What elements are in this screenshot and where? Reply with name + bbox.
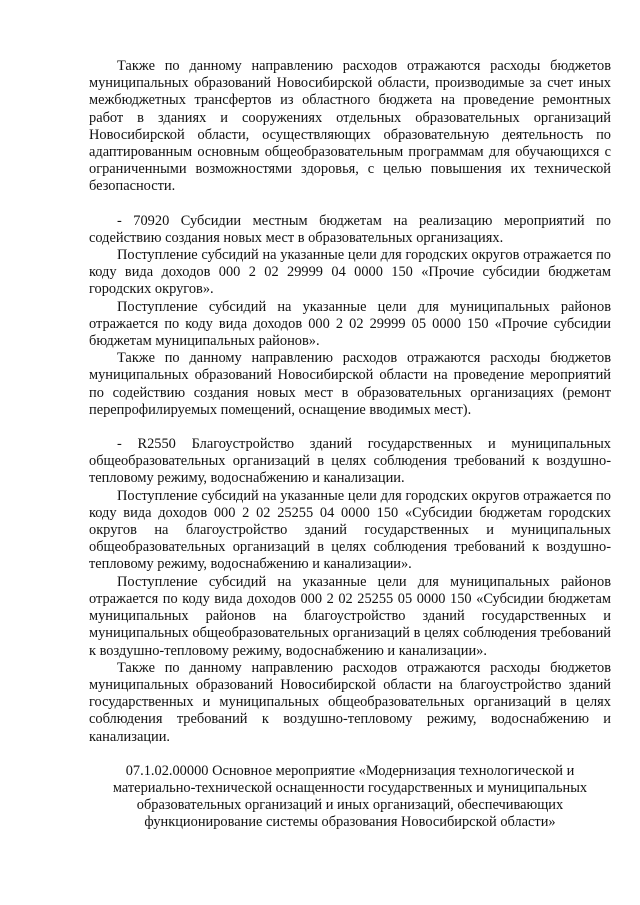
paragraph-r2550-title: - R2550 Благоустройство зданий государственных и муниципальных общеобразовательных организаций в целях соблюдения требований к воздушно-тепловому режиму, водоснабжению и канализации. xyxy=(89,436,611,487)
paragraph-70920-also: Также по данному направлению расходов отражаются расходы бюджетов муниципальных образований Новосибирской области на проведение мероприятий по содействию создания новых мест в образовательных организациях (ремонт перепрофилируемых помещений, оснащение вводимых мест). xyxy=(89,350,611,418)
paragraph-spacer xyxy=(89,196,611,213)
paragraph-spacer xyxy=(89,746,611,763)
paragraph-r2550-municipal: Поступление субсидий на указанные цели для муниципальных районов отражается по коду вида доходов 000 2 02 25255 05 0000 150 «Субсидии бюджетам муниципальных районов на благоустройство зданий государственных и муниципальных общеобразовательных организаций в целях соблюдения требований к воздушно-тепловому режиму, водоснабжению и канализации». xyxy=(89,573,611,659)
paragraph-spacer xyxy=(89,419,611,436)
paragraph-r2550-also: Также по данному направлению расходов отражаются расходы бюджетов муниципальных образований Новосибирской области на благоустройство зданий государственных и муниципальных общеобразовательных организаций в целях соблюдения требований к воздушно-тепловому режиму, водоснабжению и канализации. xyxy=(89,659,611,745)
paragraph-r2550-urban: Поступление субсидий на указанные цели для городских округов отражается по коду вида доходов 000 2 02 25255 04 0000 150 «Субсидии бюджетам городских округов на благоустройство зданий государственных и муниципальных общеобразовательных организаций в целях соблюдения требований к воздушно-тепловому режиму, водоснабжению и канализации». xyxy=(89,487,611,573)
paragraph-70920-urban: Поступление субсидий на указанные цели для городских округов отражается по коду вида доходов 000 2 02 29999 04 0000 150 «Прочие субсидии бюджетам городских округов». xyxy=(89,247,611,298)
document-page xyxy=(89,58,611,832)
paragraph-70920-title: - 70920 Субсидии местным бюджетам на реализацию мероприятий по содействию создания новых мест в образовательных организациях. xyxy=(89,212,611,246)
section-heading: 07.1.02.00000 Основное мероприятие «Модернизация технологической и материально-технической оснащенности государственных и муниципальных образовательных организаций и иных организаций, обеспечивающих функционирование системы образования Новосибирской области» xyxy=(112,762,588,831)
paragraph-other-transfers: Также по данному направлению расходов отражаются расходы бюджетов муниципальных образований Новосибирской области, производимые за счет иных межбюджетных трансфертов из областного бюджета на проведение ремонтных работ в зданиях и сооружениях отдельных образовательных организаций Новосибирской области, осуществляющих образовательную деятельность по адаптированным основным общеобразовательным программам для обучающихся с ограниченными возможностями здоровья, с целью повышения их технической безопасности. xyxy=(89,58,611,195)
paragraph-70920-municipal: Поступление субсидий на указанные цели для муниципальных районов отражается по коду вида доходов 000 2 02 29999 05 0000 150 «Прочие субсидии бюджетам муниципальных районов». xyxy=(89,298,611,350)
